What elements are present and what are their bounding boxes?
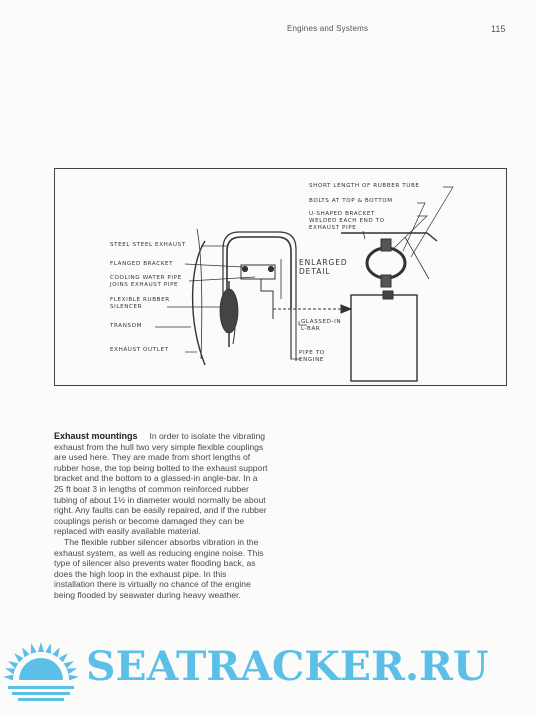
article-text [54, 431, 268, 601]
label-stainless-exhaust: STEEL STEEL EXHAUST [110, 242, 186, 248]
sun-logo-icon [0, 628, 82, 710]
label-flanged-bracket: FLANGED BRACKET [110, 261, 174, 267]
label-short-tube: SHORT LENGTH OF RUBBER TUBE [309, 183, 420, 189]
page-number: 115 [491, 24, 506, 34]
label-u-bracket: U-SHAPED BRACKET WELDED EACH END TO EXHAUST PIPE [309, 211, 385, 231]
label-cooling-pipe: COOLING WATER PIPE JOINS EXHAUST PIPE [110, 275, 182, 288]
article-paragraph-1-text: In order to isolate the vibrating exhaust from the hull two very simple flexible couplings are used here. They are made from short lengths of rubber hose, the top being bolted to the exhaust support bracket and the bottom to a glassed-in angle-bar. In a 25 ft boat 3 in lengths of common reinforced rubber tubing of about 1½ in diameter would normally be about right. Any faults can be easily repaired, and if the rubber couplings perish or become damaged they can be replaced with easily available material. [54, 431, 268, 537]
label-transom: TRANSOM [110, 323, 143, 329]
running-header: Engines and Systems [287, 24, 369, 33]
exhaust-diagram [54, 168, 507, 386]
article-paragraph-2: The flexible rubber silencer absorbs vibration in the exhaust system, as well as reducing engine noise. This type of silencer also prevents water flooding back, as does the high loop in the exhaust pipe. In this installation there is virtually no chance of the engine being flooded by seawater during heavy weather. [54, 536, 264, 600]
label-glassed-in-lbar: GLASSED-IN L-BAR [301, 319, 342, 332]
article-paragraph-1 [54, 431, 268, 537]
label-pipe-to-engine: PIPE TO ENGINE [299, 350, 325, 363]
label-exhaust-outlet: EXHAUST OUTLET [110, 347, 169, 353]
label-bolts: BOLTS AT TOP & BOTTOM [309, 198, 393, 204]
article-heading: Exhaust mountings [54, 431, 138, 441]
watermark-text: SEATRACKER.RU [86, 643, 489, 690]
label-flexible-silencer: FLEXIBLE RUBBER SILENCER [110, 297, 170, 310]
label-enlarged-detail: ENLARGED DETAIL [299, 258, 348, 276]
